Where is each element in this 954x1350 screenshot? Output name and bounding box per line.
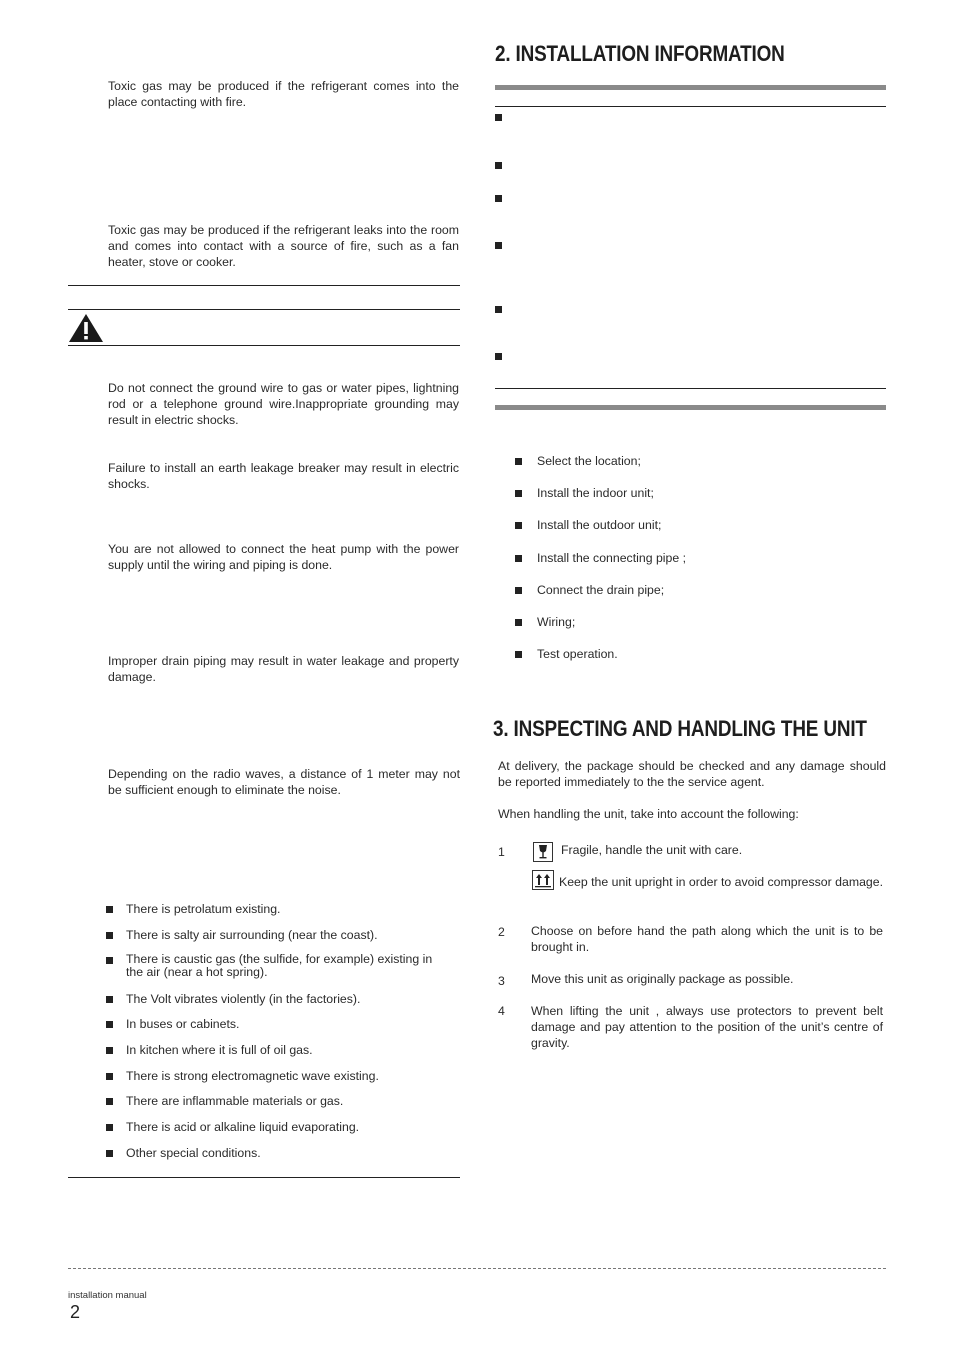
list-item: There is petrolatum existing. — [126, 902, 281, 916]
caution-text-ground-wire: Do not connect the ground wire to gas or water pipes, lightning rod or a telephone ground wire.Inappropriate grounding may result in electric shocks. — [108, 381, 459, 427]
warning-triangle-icon — [68, 313, 104, 343]
bullet-icon — [495, 242, 502, 249]
footer-rule — [68, 1268, 886, 1269]
bullet-icon — [106, 906, 113, 913]
bullet-icon — [515, 587, 522, 594]
caution-text-radio-waves: Depending on the radio waves, a distance of 1 meter may not be sufficient enough to eliminate the noise. — [108, 767, 460, 797]
caution-text-drain-piping: Improper drain piping may result in water leakage and property damage. — [108, 654, 459, 684]
bullet-icon — [515, 522, 522, 529]
list-item: Wiring; — [537, 615, 576, 629]
bullet-icon — [495, 114, 502, 121]
bullet-icon — [515, 651, 522, 658]
divider — [68, 1177, 460, 1178]
list-item: Other special conditions. — [126, 1146, 261, 1160]
list-item: Connect the drain pipe; — [537, 583, 665, 597]
list-item: There are inflammable materials or gas. — [126, 1094, 344, 1108]
bullet-icon — [106, 1150, 113, 1157]
item-text — [531, 875, 886, 890]
bullet-icon — [106, 957, 113, 964]
bullet-icon — [106, 1124, 113, 1131]
bullet-icon — [515, 619, 522, 626]
section-3-intro: At delivery, the package should be checked and any damage should be reported immediately to the the service agent. — [498, 759, 886, 789]
bullet-icon — [515, 555, 522, 562]
bullet-icon — [495, 306, 502, 313]
list-item: There is salty air surrounding (near the coast). — [126, 928, 378, 942]
item-number: 4 — [498, 1004, 505, 1018]
caution-text-earth-leakage: Failure to install an earth leakage breaker may result in electric shocks. — [108, 461, 459, 491]
bullet-icon — [106, 1098, 113, 1105]
list-item: In kitchen where it is full of oil gas. — [126, 1043, 313, 1057]
section-2-title: 2. INSTALLATION INFORMATION — [495, 41, 785, 66]
section-rule — [495, 405, 886, 410]
bullet-icon — [106, 932, 113, 939]
list-item: Select the location; — [537, 454, 641, 468]
list-item: There is acid or alkaline liquid evaporating. — [126, 1120, 360, 1134]
list-item: The Volt vibrates violently (in the factories). — [126, 992, 361, 1006]
list-item: Install the connecting pipe ; — [537, 551, 687, 565]
bullet-icon — [495, 162, 502, 169]
bullet-icon — [515, 490, 522, 497]
section-3-title: 3. INSPECTING AND HANDLING THE UNIT — [493, 716, 867, 741]
section-rule — [495, 85, 886, 90]
divider — [68, 285, 460, 286]
divider — [495, 388, 886, 389]
section-3-intro-2: When handling the unit, take into account the following: — [498, 807, 799, 821]
item-text: Move this unit as originally package as possible. — [531, 972, 794, 986]
item-text: When lifting the unit , always use protectors to prevent belt damage and pay attention to the position of the unit’s centre of gravity. — [531, 1004, 883, 1050]
item-text: Fragile, handle the unit with care. — [561, 843, 743, 857]
list-item: There is caustic gas (the sulfide, for example) existing in the air (near a hot spring). — [126, 952, 433, 979]
fragile-glass-icon — [533, 842, 553, 862]
bullet-icon — [106, 1073, 113, 1080]
item-number: 1 — [498, 845, 505, 859]
caution-text-power-supply: You are not allowed to connect the heat pump with the power supply until the wiring and piping is done. — [108, 542, 459, 572]
divider — [68, 309, 460, 310]
item-number: 2 — [498, 925, 505, 939]
divider — [68, 345, 460, 346]
bullet-icon — [495, 195, 502, 202]
list-item: In buses or cabinets. — [126, 1017, 240, 1031]
bullet-icon — [495, 353, 502, 360]
item-number: 3 — [498, 974, 505, 988]
page-number: 2 — [70, 1302, 81, 1322]
item-text-upright: Keep the unit upright in order to avoid compressor damage. — [559, 875, 884, 889]
warning-text-refrigerant-leak: Toxic gas may be produced if the refrigerant leaks into the room and comes into contact with a source of fire, such as a fan heater, stove or cooker. — [108, 223, 459, 269]
bullet-icon — [106, 996, 113, 1003]
list-item: There is strong electromagnetic wave existing. — [126, 1069, 379, 1083]
list-item: Install the indoor unit; — [537, 486, 654, 500]
list-item: Test operation. — [537, 647, 618, 661]
list-item: Install the outdoor unit; — [537, 518, 662, 532]
item-text: Choose on before hand the path along which the unit is to be brought in. — [531, 924, 883, 954]
bullet-icon — [515, 458, 522, 465]
bullet-icon — [106, 1021, 113, 1028]
footer-label: installation manual — [68, 1290, 147, 1301]
warning-text-refrigerant-fire: Toxic gas may be produced if the refrigerant comes into the place contacting with fire. — [108, 79, 459, 109]
divider — [495, 106, 886, 107]
bullet-icon — [106, 1047, 113, 1054]
